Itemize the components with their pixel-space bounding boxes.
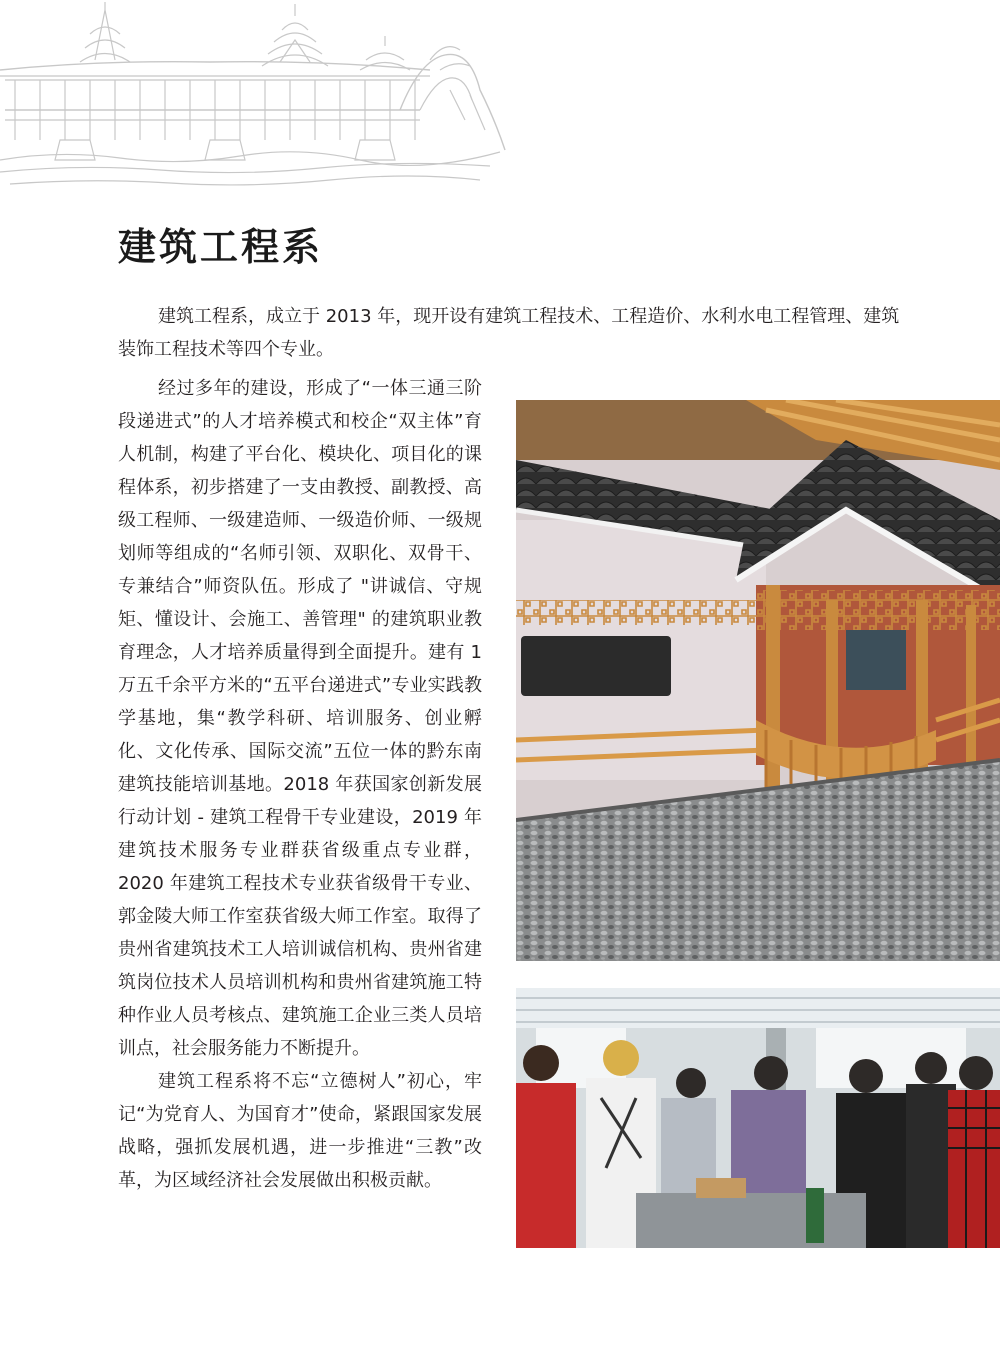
body-paragraph-1: 经过多年的建设，形成了“一体三通三阶段递进式”的人才培养模式和校企“双主体”育人机制，构建了平台化、模块化、项目化的课程体系，初步搭建了一支由教授、副教授、高级工程师、一级建造师、一级造价师、一级规划师等组成的“名师引领、双职化、双骨干、专兼结合”师资队伍。形成了 "讲诚信、守规矩、懂设计、会施工、善管理" 的建筑职业教育理念，人才培养质量得到全面提升。建有 1 万五千余平方米的“五平台递进式”专业实践教学基地，集“教学科研、培训服务、创业孵化、文化传承、国际交流”五位一体的黔东南建筑技能培训基地。2018 年获国家创新发展行动计划 - 建筑工程骨干专业建设，2019 年建筑技术服务专业群获省级重点专业群，2020 年建筑工程技术专业获省级骨干专业、郭金陵大师工作室获省级大师工作室。取得了贵州省建筑技术工人培训诚信机构、贵州省建筑岗位技术人员培训机构和贵州省建筑施工特种作业人员考核点、建筑施工企业三类人员培训点，社会服务能力不断提升。 bbox=[118, 378, 482, 1059]
wind-rain-bridge-line-art-icon bbox=[0, 0, 510, 200]
body-paragraph-2: 建筑工程系将不忘“立德树人”初心，牢记“为党育人、为国育才”使命，紧跟国家发展战略，强抓发展机遇，进一步推进“三教”改革，为区域经济社会发展做出积极贡献。 bbox=[118, 1071, 482, 1191]
page-title: 建筑工程系 bbox=[118, 225, 324, 269]
intro-paragraph: 建筑工程系，成立于 2013 年，现开设有建筑工程技术、工程造价、水利水电工程管理、建筑装饰工程技术等四个专业。 bbox=[118, 306, 900, 360]
traditional-wooden-building-photo-icon bbox=[516, 400, 1000, 961]
body-text-column bbox=[118, 372, 482, 1197]
students-workshop-photo-icon bbox=[516, 988, 1000, 1248]
